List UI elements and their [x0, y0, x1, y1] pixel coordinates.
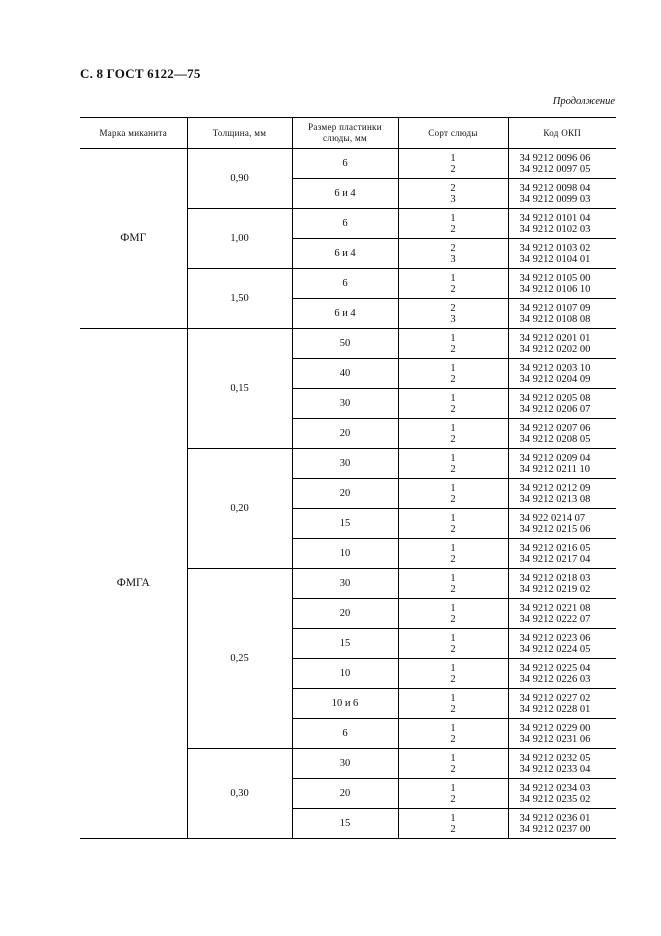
- table-row: [80, 329, 616, 359]
- size-cell: 10 и 6: [292, 689, 398, 719]
- grade-value: 3: [450, 313, 456, 325]
- grade-cell: [398, 719, 508, 749]
- header-size-line1: Размер пластинки: [308, 122, 382, 132]
- grade-value: 2: [450, 182, 456, 194]
- grade-value: 1: [450, 152, 456, 164]
- grade-value: 1: [450, 602, 456, 614]
- okp-code-value: 34 9212 0231 06: [519, 733, 591, 745]
- grade-cell: [398, 569, 508, 599]
- okp-code-value: 34 9212 0222 07: [519, 613, 591, 625]
- brand-cell: ФМГ: [80, 149, 187, 329]
- okp-code-cell: [508, 509, 616, 539]
- grade-cell: [398, 809, 508, 839]
- grade-cell: [398, 509, 508, 539]
- size-cell: 6 и 4: [292, 179, 398, 209]
- okp-code-value: 34 9212 0204 09: [519, 373, 591, 385]
- size-cell: 6: [292, 149, 398, 179]
- thickness-cell: 0,25: [187, 569, 292, 749]
- okp-code-value: 34 9212 0207 06: [519, 422, 591, 434]
- grade-value: 2: [450, 553, 456, 565]
- okp-code-cell: [508, 659, 616, 689]
- grade-cell: [398, 179, 508, 209]
- grade-cell: [398, 329, 508, 359]
- okp-code-cell: [508, 539, 616, 569]
- okp-code-value: 34 9212 0226 03: [519, 673, 591, 685]
- grade-value: 1: [450, 752, 456, 764]
- grade-value: 1: [450, 722, 456, 734]
- okp-code-cell: [508, 179, 616, 209]
- okp-code-value: 34 9212 0209 04: [519, 452, 591, 464]
- grade-value: 2: [450, 763, 456, 775]
- okp-code-value: 34 9212 0225 04: [519, 662, 591, 674]
- grade-cell: [398, 479, 508, 509]
- okp-code-cell: [508, 359, 616, 389]
- header-code: Код ОКП: [508, 118, 616, 149]
- header-size-line2: слюды, мм: [323, 133, 367, 143]
- size-cell: 30: [292, 389, 398, 419]
- size-cell: 6: [292, 719, 398, 749]
- okp-code-value: 34 9212 0215 06: [519, 523, 591, 535]
- okp-code-value: 34 9212 0203 10: [519, 362, 591, 374]
- grade-cell: [398, 389, 508, 419]
- grade-cell: [398, 539, 508, 569]
- okp-code-value: 34 9212 0104 01: [519, 253, 591, 265]
- grade-value: 3: [450, 253, 456, 265]
- thickness-cell: 1,50: [187, 269, 292, 329]
- grade-value: 1: [450, 392, 456, 404]
- grade-cell: [398, 749, 508, 779]
- size-cell: 30: [292, 569, 398, 599]
- grade-value: 1: [450, 812, 456, 824]
- thickness-cell: 0,30: [187, 749, 292, 839]
- grade-cell: [398, 689, 508, 719]
- okp-code-value: 34 9212 0224 05: [519, 643, 591, 655]
- okp-code-cell: [508, 629, 616, 659]
- okp-code-cell: [508, 389, 616, 419]
- grade-cell: [398, 239, 508, 269]
- okp-code-cell: [508, 809, 616, 839]
- grade-value: 2: [450, 733, 456, 745]
- grade-cell: [398, 269, 508, 299]
- okp-code-value: 34 9212 0221 08: [519, 602, 591, 614]
- okp-code-value: 34 922 0214 07: [519, 512, 586, 524]
- grade-value: 1: [450, 542, 456, 554]
- okp-code-value: 34 9212 0216 05: [519, 542, 591, 554]
- grade-cell: [398, 359, 508, 389]
- okp-code-value: 34 9212 0229 00: [519, 722, 591, 734]
- okp-code-value: 34 9212 0227 02: [519, 692, 591, 704]
- grade-value: 2: [450, 302, 456, 314]
- okp-code-value: 34 9212 0096 06: [519, 152, 591, 164]
- okp-code-value: 34 9212 0219 02: [519, 583, 591, 595]
- header-size: [292, 118, 398, 149]
- grade-value: 2: [450, 613, 456, 625]
- grade-value: 1: [450, 482, 456, 494]
- okp-code-cell: [508, 209, 616, 239]
- okp-code-cell: [508, 269, 616, 299]
- okp-code-cell: [508, 749, 616, 779]
- grade-value: 2: [450, 703, 456, 715]
- grade-value: 3: [450, 193, 456, 205]
- grade-cell: [398, 629, 508, 659]
- grade-value: 2: [450, 343, 456, 355]
- size-cell: 40: [292, 359, 398, 389]
- grade-value: 2: [450, 433, 456, 445]
- table-row: [80, 149, 616, 179]
- okp-code-value: 34 9212 0098 04: [519, 182, 591, 194]
- grade-value: 1: [450, 212, 456, 224]
- grade-value: 2: [450, 673, 456, 685]
- grade-value: 1: [450, 272, 456, 284]
- okp-code-value: 34 9212 0211 10: [519, 463, 590, 475]
- okp-code-value: 34 9212 0103 02: [519, 242, 591, 254]
- size-cell: 50: [292, 329, 398, 359]
- grade-value: 1: [450, 692, 456, 704]
- okp-code-value: 34 9212 0202 00: [519, 343, 591, 355]
- okp-code-value: 34 9212 0223 06: [519, 632, 591, 644]
- grade-value: 1: [450, 782, 456, 794]
- grade-value: 2: [450, 463, 456, 475]
- grade-cell: [398, 419, 508, 449]
- grade-value: 2: [450, 163, 456, 175]
- header-brand: Марка миканита: [80, 118, 187, 149]
- size-cell: 15: [292, 509, 398, 539]
- grade-value: 2: [450, 242, 456, 254]
- size-cell: 30: [292, 449, 398, 479]
- okp-code-value: 34 9212 0217 04: [519, 553, 591, 565]
- okp-code-cell: [508, 419, 616, 449]
- size-cell: 6 и 4: [292, 299, 398, 329]
- grade-cell: [398, 659, 508, 689]
- okp-code-cell: [508, 239, 616, 269]
- page-header: С. 8 ГОСТ 6122—75: [80, 66, 201, 81]
- grade-cell: [398, 149, 508, 179]
- size-cell: 20: [292, 419, 398, 449]
- brand-cell: ФМГА: [80, 329, 187, 839]
- size-cell: 30: [292, 749, 398, 779]
- okp-code-cell: [508, 569, 616, 599]
- grade-value: 1: [450, 422, 456, 434]
- okp-code-cell: [508, 149, 616, 179]
- thickness-cell: 1,00: [187, 209, 292, 269]
- grade-value: 2: [450, 643, 456, 655]
- okp-code-value: 34 9212 0201 01: [519, 332, 591, 344]
- grade-cell: [398, 209, 508, 239]
- okp-code-value: 34 9212 0101 04: [519, 212, 591, 224]
- okp-code-value: 34 9212 0218 03: [519, 572, 591, 584]
- size-cell: 20: [292, 479, 398, 509]
- grade-value: 1: [450, 362, 456, 374]
- thickness-cell: 0,90: [187, 149, 292, 209]
- grade-value: 1: [450, 332, 456, 344]
- grade-value: 2: [450, 793, 456, 805]
- size-cell: 10: [292, 659, 398, 689]
- size-cell: 6: [292, 269, 398, 299]
- okp-code-value: 34 9212 0237 00: [519, 823, 591, 835]
- header-thickness: Толщина, мм: [187, 118, 292, 149]
- grade-value: 2: [450, 583, 456, 595]
- okp-code-table: [80, 117, 616, 839]
- grade-value: 2: [450, 493, 456, 505]
- size-cell: 20: [292, 779, 398, 809]
- size-cell: 15: [292, 629, 398, 659]
- table-header-row: [80, 118, 616, 149]
- grade-value: 1: [450, 632, 456, 644]
- grade-cell: [398, 599, 508, 629]
- grade-value: 1: [450, 512, 456, 524]
- okp-code-value: 34 9212 0234 03: [519, 782, 591, 794]
- okp-code-value: 34 9212 0235 02: [519, 793, 591, 805]
- size-cell: 15: [292, 809, 398, 839]
- size-cell: 20: [292, 599, 398, 629]
- okp-code-value: 34 9212 0205 08: [519, 392, 591, 404]
- okp-code-value: 34 9212 0208 05: [519, 433, 591, 445]
- table-body: [80, 149, 616, 839]
- size-cell: 6 и 4: [292, 239, 398, 269]
- okp-code-value: 34 9212 0206 07: [519, 403, 591, 415]
- okp-code-cell: [508, 719, 616, 749]
- thickness-cell: 0,15: [187, 329, 292, 449]
- okp-code-value: 34 9212 0228 01: [519, 703, 591, 715]
- thickness-cell: 0,20: [187, 449, 292, 569]
- grade-value: 2: [450, 283, 456, 295]
- grade-value: 1: [450, 452, 456, 464]
- grade-value: 2: [450, 373, 456, 385]
- okp-code-cell: [508, 329, 616, 359]
- okp-code-cell: [508, 599, 616, 629]
- okp-code-cell: [508, 689, 616, 719]
- okp-code-value: 34 9212 0232 05: [519, 752, 591, 764]
- okp-code-cell: [508, 479, 616, 509]
- grade-cell: [398, 449, 508, 479]
- okp-code-cell: [508, 299, 616, 329]
- okp-code-value: 34 9212 0099 03: [519, 193, 591, 205]
- grade-cell: [398, 299, 508, 329]
- okp-code-value: 34 9212 0236 01: [519, 812, 591, 824]
- size-cell: 6: [292, 209, 398, 239]
- okp-code-value: 34 9212 0106 10: [519, 283, 591, 295]
- okp-code-value: 34 9212 0105 00: [519, 272, 591, 284]
- okp-code-value: 34 9212 0107 09: [519, 302, 591, 314]
- okp-code-value: 34 9212 0233 04: [519, 763, 591, 775]
- okp-code-value: 34 9212 0097 05: [519, 163, 591, 175]
- grade-value: 1: [450, 662, 456, 674]
- grade-value: 2: [450, 223, 456, 235]
- size-cell: 10: [292, 539, 398, 569]
- okp-code-value: 34 9212 0108 08: [519, 313, 591, 325]
- header-grade: Сорт слюды: [398, 118, 508, 149]
- grade-value: 2: [450, 823, 456, 835]
- continuation-label: Продолжение: [552, 96, 615, 107]
- okp-code-value: 34 9212 0213 08: [519, 493, 591, 505]
- okp-code-cell: [508, 449, 616, 479]
- grade-value: 1: [450, 572, 456, 584]
- okp-code-cell: [508, 779, 616, 809]
- grade-value: 2: [450, 403, 456, 415]
- grade-cell: [398, 779, 508, 809]
- grade-value: 2: [450, 523, 456, 535]
- okp-code-value: 34 9212 0212 09: [519, 482, 591, 494]
- okp-code-value: 34 9212 0102 03: [519, 223, 591, 235]
